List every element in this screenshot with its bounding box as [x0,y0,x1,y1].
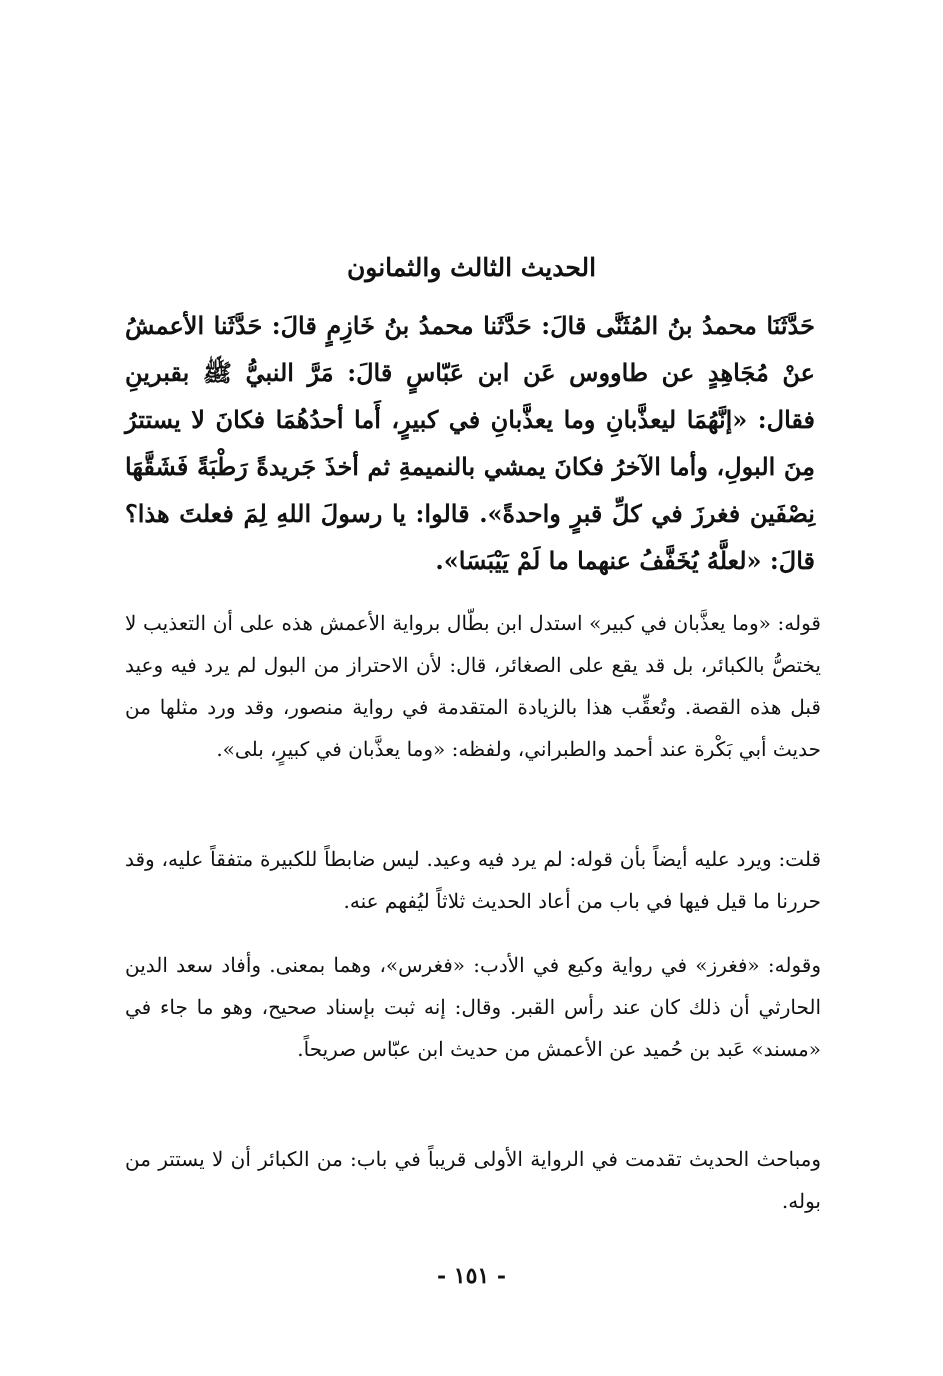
hadith-text: حَدَّثَنَا محمدُ بنُ المُثَنَّى قالَ: حَدَّثَنا محمدُ بنُ خَازِمٍ قالَ: حَدَّثَنا الأعمشُ عنْ مُجَاهِدٍ عن طاووس عَن ابن عَبّاسٍ قالَ: مَرَّ النبيُّ ﷺ بقبرينِ فقال: «إنَّهُمَا ليعذَّبانِ وما يعذَّبانِ في كبيرٍ، أَما أحدُهُمَا فكانَ لا يستترُ مِنَ البولِ، وأما الآخرُ فكانَ يمشي بالنميمةِ ثم أخذَ جَريدةً رَطْبَةً فَشَقَّهَا نِصْفَين فغرزَ في كلِّ قبرٍ واحدةً». قالوا: يا رسولَ اللهِ لِمَ فعلتَ هذا؟ قالَ: «لعلَّهُ يُخَفَّفُ عنهما ما لَمْ يَيْبَسَا». [125,311,815,575]
commentary-paragraph: ومباحث الحديث تقدمت في الرواية الأولى قريباً في باب: من الكبائر أن لا يستتر من بوله. [125,1147,821,1213]
commentary-paragraph: وقوله: «فغرز» في رواية وكيع في الأدب: «فغرس»، وهما بمعنى. وأفاد سعد الدين الحارثي أن ذلك كان عند رأس القبر. وقال: إنه ثبت بإسناد صحيح، وهو ما جاء في «مسند» عَبد بن حُميد عن الأعمش من حديث ابن عبّاس صريحاً. [125,953,822,1061]
page-number: - ١٥١ - [436,1263,507,1289]
commentary-paragraph: قلت: ويرد عليه أيضاً بأن قوله: لم يرد فيه وعيد. ليس ضابطاً للكبيرة متفقاً عليه، وقد حررنا ما قيل فيها في باب من أعاد الحديث ثلاثاً ليُفهم عنه. [125,847,821,913]
commentary-paragraph: قوله: «وما يعذَّبان في كبير» استدل ابن بطّال برواية الأعمش هذه على أن التعذيب لا يختصُّ بالكبائر، بل قد يقع على الصغائر، قال: لأن الاحتراز من البول لم يرد فيه وعيد قبل هذه القصة. وتُعقِّب هذا بالزيادة المتقدمة في رواية منصور، وقد ورد مثلها من حديث أبي بَكْرة عند أحمد والطبراني، ولفظه: «وما يعذَّبان في كبيرٍ، بلى». [125,611,821,761]
hadith-title: الحديث الثالث والثمانون [346,253,597,282]
